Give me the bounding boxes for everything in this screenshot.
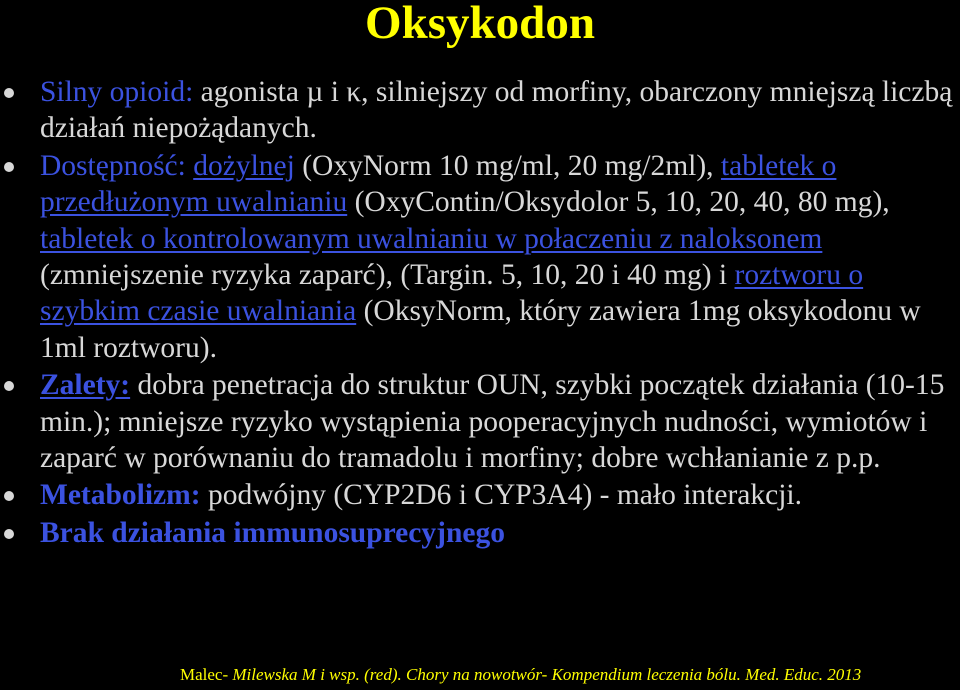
bullet-text: agonista µ i κ, silniejszy od morfiny, obarczony mniejszą liczbą działań niepożądanych. [40,76,953,145]
bullet-item [0,74,960,147]
bullet-item [0,515,960,551]
bullet-label: Silny opioid [40,76,186,108]
bullet-item [0,367,960,476]
bullet-label: Brak działania immunosuprecyjnego [40,516,505,549]
bullet-separator: : [185,76,194,108]
bullet-text: podwójny (CYP2D6 i CYP3A4) - mało interakcji. [200,479,802,512]
bullet-list [0,74,960,551]
availability-link-extended-release[interactable]: tabletek o przedłużonym uwalnianiu [40,149,837,219]
slide-title: Oksykodon [365,0,595,49]
bullet-dot-icon [4,162,14,172]
bullet-label: Dostępność [40,149,178,182]
bullet-dot-icon [4,491,14,501]
bullet-text: (OksyNorm, który zawiera 1mg oksykodonu w 1ml roztworu). [40,295,921,364]
availability-link-fast-solution[interactable]: roztworu o szybkim czasie uwalniania [40,259,864,328]
bullet-dot-icon [4,88,14,98]
advantages-label-link[interactable]: Zalety: [40,369,131,402]
bullet-text: (OxyNorm 10 mg/ml, 20 mg/2ml), [294,149,721,182]
bullet-separator: : [177,149,194,182]
bullet-dot-icon [4,529,14,539]
bullet-label: Metabolizm: [40,479,201,512]
bullet-text: (zmniejszenie ryzyka zaparć), (Targin. 5, 10, 20 i 40 mg) i [40,259,735,292]
citation-text: Milewska M i wsp. (red). Chory na nowotwór- Kompendium leczenia bólu. Med. Educ. 2013 [232,665,862,684]
bullet-item [0,477,960,513]
bullet-dot-icon [4,381,14,391]
availability-link-controlled-release[interactable]: tabletek o kontrolowanym uwalnianiu w połaczeniu z naloksonem [40,222,823,255]
bullet-text: (OxyContin/Oksydolor 5, 10, 20, 40, 80 mg), [347,186,890,219]
citation-footer [180,664,960,686]
bullet-item [0,148,960,366]
bullet-text: dobra penetracja do struktur OUN, szybki początek działania (10-15 min.); mniejsze ryzyko wystąpienia pooperacyjnych nudności, wymiotów i zaparć w porównaniu do tramadolu i morfiny; dobre wchłanianie z p.p. [40,369,945,475]
citation-lead: Malec- [180,665,233,684]
availability-link-iv[interactable]: dożylnej [193,149,295,182]
